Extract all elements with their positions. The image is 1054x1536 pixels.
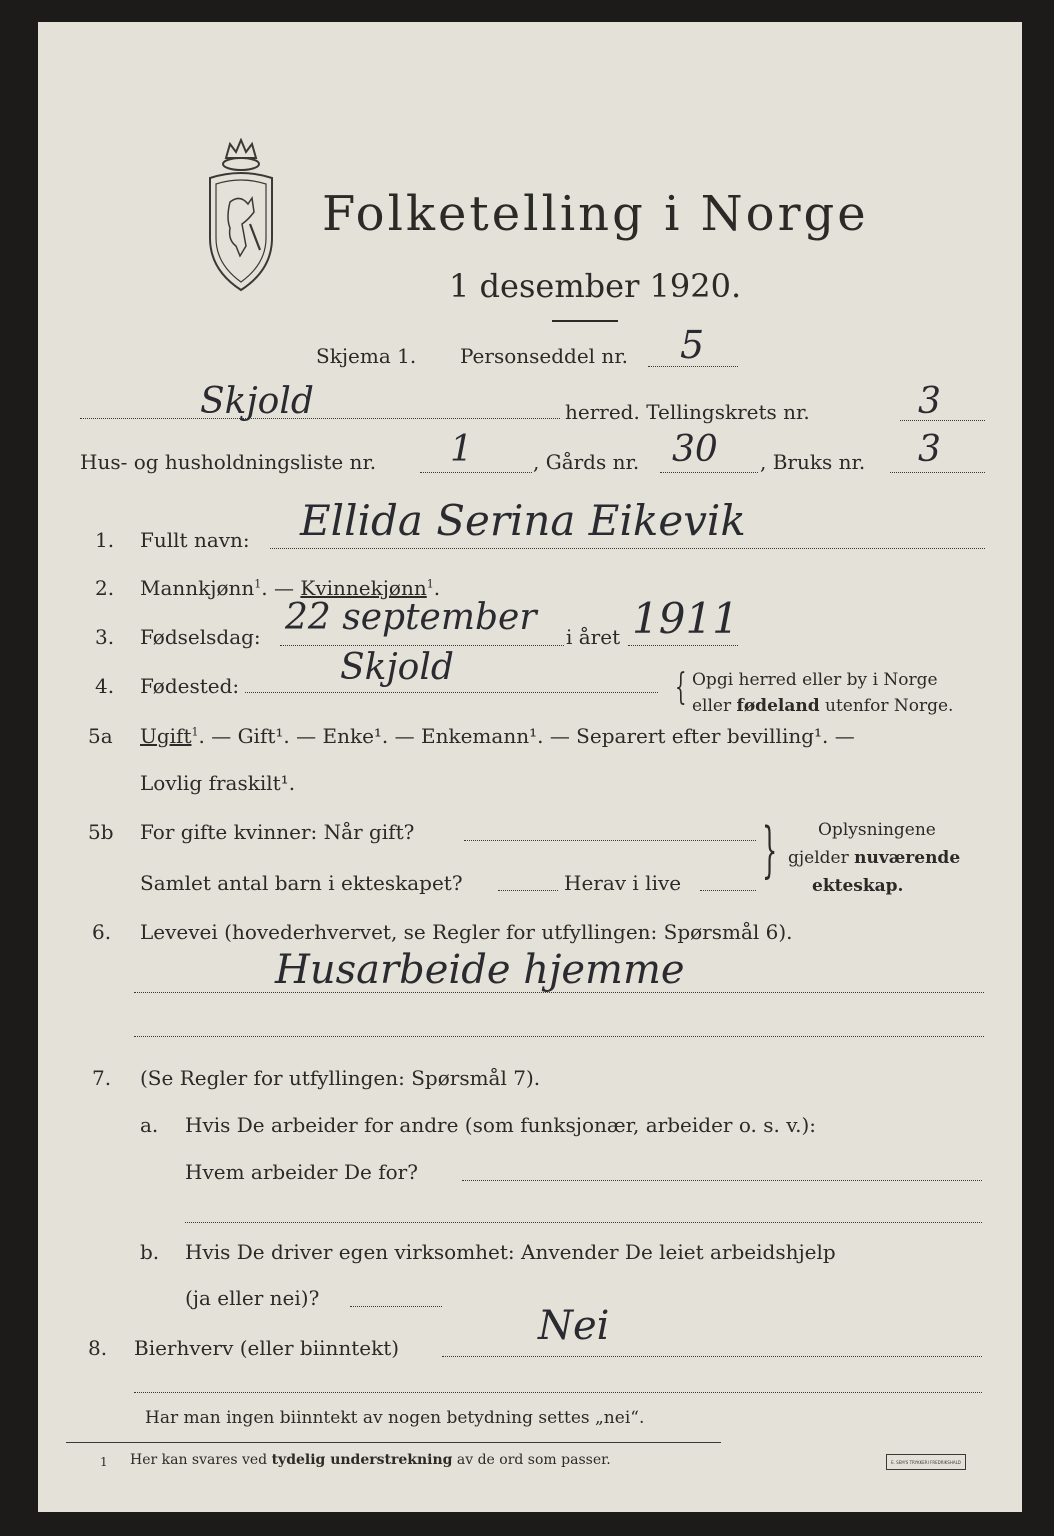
gards-label: , Gårds nr. — [533, 450, 640, 474]
marriage-note-line3: ekteskap. — [812, 876, 904, 896]
children-alive-label: Herav i live — [564, 871, 682, 895]
birth-year-value: 1911 — [632, 594, 739, 643]
marriage-note-line1: Oplysningene — [818, 820, 936, 840]
form-title: Folketelling i Norge — [322, 186, 869, 242]
q5a-number: 5a — [88, 724, 113, 748]
q7-number: 7. — [92, 1066, 112, 1090]
gender-male: Mannkjønn — [140, 576, 255, 600]
person-number-value: 5 — [680, 323, 705, 367]
q2-number: 2. — [95, 576, 115, 600]
footnote-divider — [66, 1442, 721, 1443]
q7b-line1: Hvis De driver egen virksomhet: Anvender De leiet arbeidshjelp — [185, 1240, 836, 1264]
printer-stamp: E. SEM'S TRYKKERI FREDRIKSHALD — [886, 1454, 966, 1470]
birthplace-label: Fødested: — [140, 674, 240, 698]
full-name-label: Fullt navn: — [140, 528, 250, 552]
full-name-value: Ellida Serina Eikevik — [300, 496, 746, 545]
occupation-label: Levevei (hovederhvervet, se Regler for utfyllingen: Spørsmål 6). — [140, 920, 793, 944]
q6-number: 6. — [92, 920, 112, 944]
bruks-label: , Bruks nr. — [760, 450, 866, 474]
birthplace-note-line1: Opgi herred eller by i Norge — [692, 670, 938, 690]
tellingskrets-value: 3 — [918, 381, 941, 422]
marital-status-options: Ugift$^1$. — Gift¹. — Enke¹. — Enkemann¹. — Separert efter bevilling¹. — — [140, 724, 855, 748]
bruks-value: 3 — [918, 429, 941, 470]
gards-value: 30 — [672, 429, 718, 470]
person-number-label: Personseddel nr. — [460, 344, 629, 368]
q7a-line2: Hvem arbeider De for? — [185, 1160, 418, 1184]
q7b-number: b. — [140, 1240, 160, 1264]
birthplace-value: Skjold — [340, 647, 454, 688]
q3-number: 3. — [95, 625, 115, 649]
q7a-number: a. — [140, 1113, 159, 1137]
occupation-value: Husarbeide hjemme — [275, 947, 685, 993]
marriage-note-brace: } — [762, 815, 778, 885]
marital-ugift-underlined: Ugift — [140, 724, 192, 748]
side-income-label: Bierhverv (eller biinntekt) — [134, 1336, 400, 1360]
gender-options: Mannkjønn$^1$. — Kvinnekjønn$^1$. — [140, 576, 441, 600]
q5b-number: 5b — [88, 820, 114, 844]
norway-coat-of-arms-icon — [196, 138, 286, 294]
q4-number: 4. — [95, 674, 115, 698]
birth-year-label: i året — [566, 625, 621, 649]
marital-status-line2: Lovlig fraskilt¹. — [140, 771, 296, 795]
gender-female-underlined: Kvinnekjønn — [300, 576, 427, 600]
footnote-mark: 1 — [100, 1455, 108, 1469]
birthday-label: Fødselsdag: — [140, 625, 261, 649]
married-women-label: For gifte kvinner: Når gift? — [140, 820, 415, 844]
household-list-label: Hus- og husholdningsliste nr. — [80, 450, 377, 474]
schema-label: Skjema 1. — [316, 344, 417, 368]
children-label: Samlet antal barn i ekteskapet? — [140, 871, 463, 895]
birthplace-note-line2: eller fødeland utenfor Norge. — [692, 696, 954, 716]
q7-label: (Se Regler for utfyllingen: Spørsmål 7). — [140, 1066, 541, 1090]
q1-number: 1. — [95, 528, 115, 552]
household-list-value: 1 — [450, 429, 473, 470]
herred-value: Skjold — [200, 381, 314, 422]
q8-number: 8. — [88, 1336, 108, 1360]
footnote-text: Her kan svares ved tydelig understrekning av de ord som passer. — [130, 1452, 611, 1468]
marriage-note-line2: gjelder nuværende — [788, 848, 961, 868]
side-income-value: Nei — [538, 1303, 610, 1349]
q7b-line2: (ja eller nei)? — [185, 1286, 320, 1310]
title-divider — [552, 320, 618, 322]
q7a-line1: Hvis De arbeider for andre (som funksjonær, arbeider o. s. v.): — [185, 1113, 817, 1137]
side-income-note: Har man ingen biinntekt av nogen betydning settes „nei“. — [145, 1408, 645, 1428]
herred-label: herred. Tellingskrets nr. — [565, 400, 810, 424]
birthday-value: 22 september — [285, 597, 537, 638]
birthplace-note-brace: { — [675, 667, 687, 708]
census-date: 1 desember 1920. — [449, 267, 742, 305]
